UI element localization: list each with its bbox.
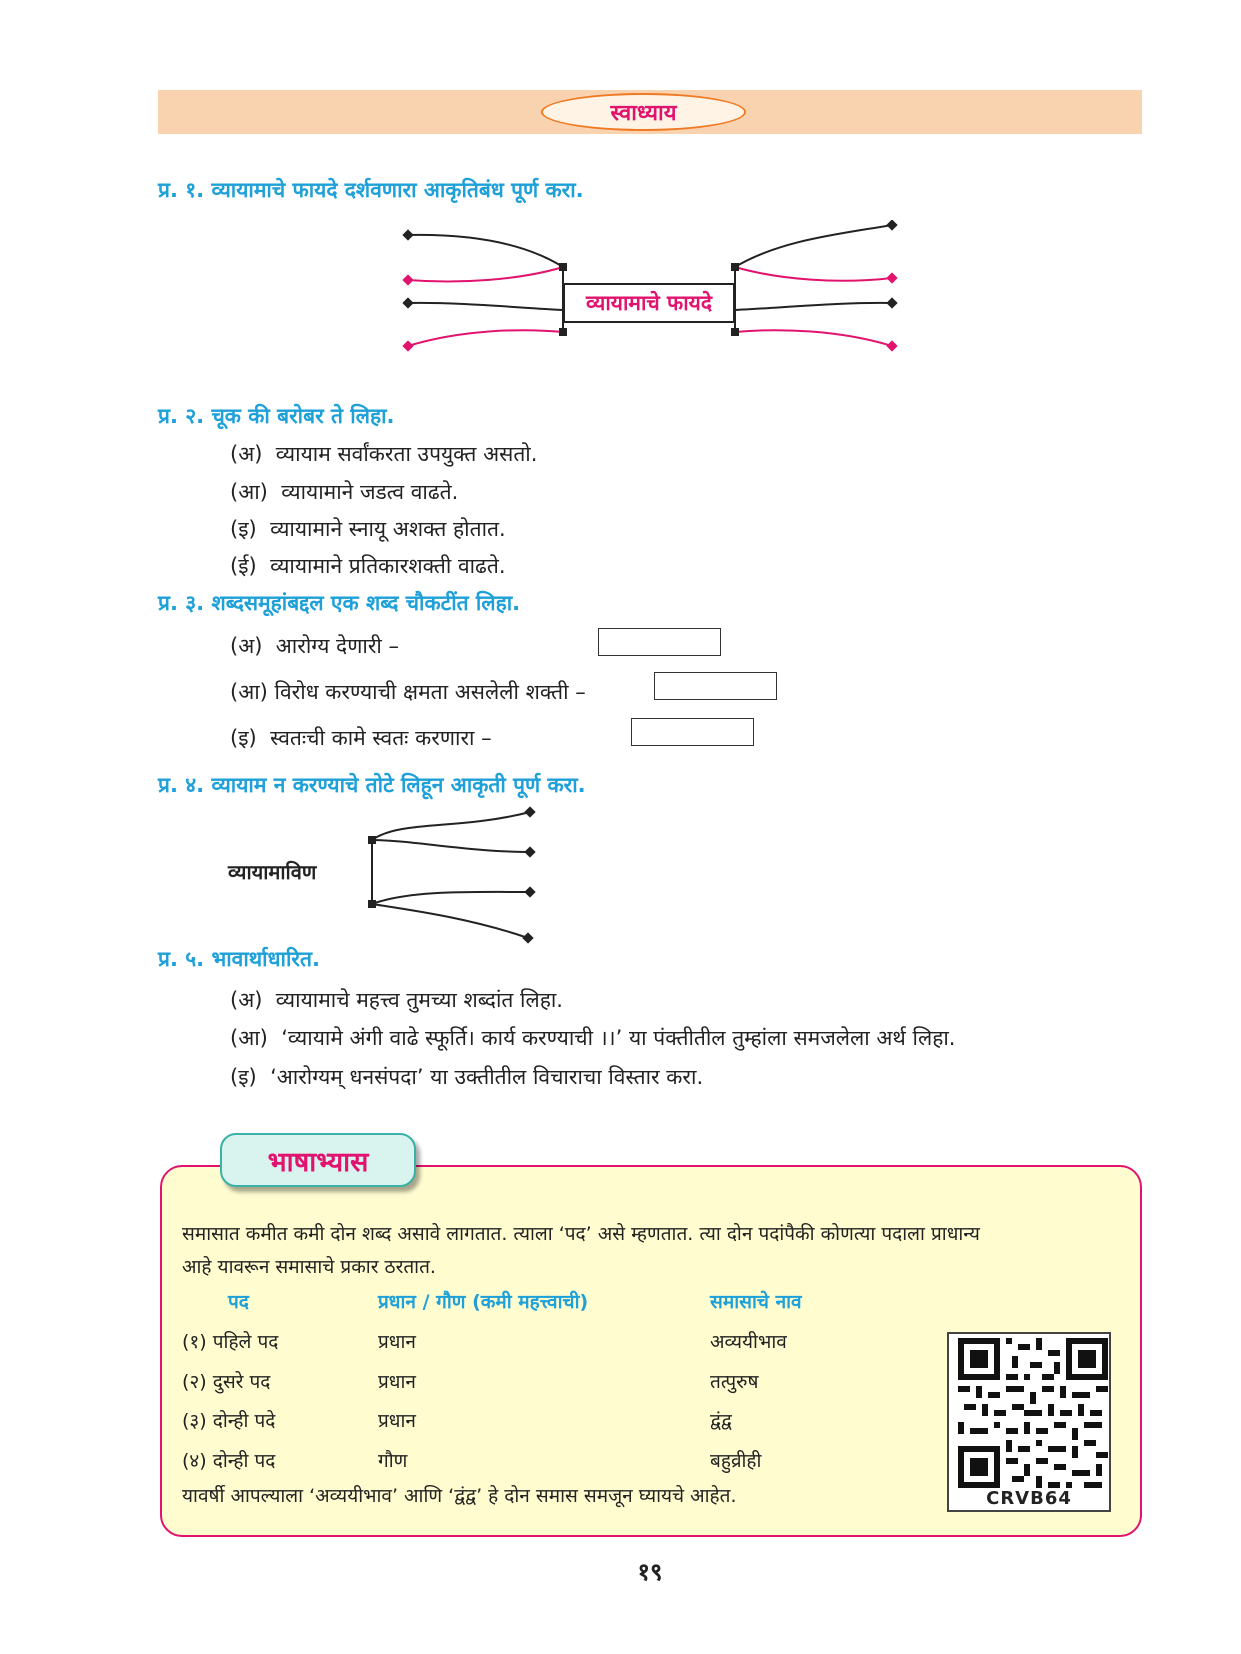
branch-line (735, 225, 892, 267)
table-cell: गौण (378, 1450, 408, 1472)
answer-box[interactable] (598, 628, 721, 656)
question-4-title: प्र. ४. व्यायाम न करण्याचे तोटे लिहून आकृती पूर्ण करा. (158, 773, 586, 797)
table-header-pad: पद (228, 1291, 249, 1313)
q2-item: (आ) व्यायामाने जडत्व वाढते. (230, 480, 459, 504)
qr-code-label: CRVB64 (986, 1488, 1072, 1509)
question-5-title: प्र. ५. भावार्थाधारित. (158, 947, 320, 971)
table-cell: तत्पुरुष (710, 1371, 759, 1393)
q2-item: (इ) व्यायामाने स्नायू अशक्त होतात. (230, 517, 506, 541)
page-number: १९ (637, 1558, 663, 1586)
bhashabhyas-intro: आहे यावरून समासाचे प्रकार ठरतात. (182, 1256, 436, 1278)
qr-code[interactable] (947, 1332, 1111, 1512)
table-cell: (२) दुसरे पद (182, 1371, 271, 1393)
answer-box[interactable] (654, 672, 777, 700)
q3-item: (अ) आरोग्य देणारी – (230, 634, 400, 658)
bhashabhyas-title: भाषाभ्यास (220, 1133, 416, 1187)
table-cell: (१) पहिले पद (182, 1331, 279, 1353)
answer-box[interactable] (631, 718, 754, 746)
branch-line (735, 267, 892, 281)
q5-item: (आ) ‘व्यायामे अंगी वाढे स्फूर्ति। कार्य करण्याची ।।’ या पंक्तीतील तुम्हांला समजलेला अर्थ लिहा. (230, 1026, 956, 1050)
branch-line (408, 267, 563, 281)
diagram-label: व्यायामाविण (228, 860, 317, 884)
table-header-pradhan: प्रधान / गौण (कमी महत्त्वाची) (378, 1291, 589, 1313)
branch-line (408, 235, 563, 267)
table-cell: (३) दोन्ही पदे (182, 1410, 276, 1432)
table-cell: प्रधान (378, 1371, 416, 1393)
bhashabhyas-closing: यावर्षी आपल्याला ‘अव्ययीभाव’ आणि ‘द्वंद्व’ हे दोन समास समजून घ्यायचे आहेत. (182, 1485, 737, 1507)
question-2-title: प्र. २. चूक की बरोबर ते लिहा. (158, 404, 395, 428)
table-cell: प्रधान (378, 1410, 416, 1432)
q5-item: (इ) ‘आरोग्यम् धनसंपदा’ या उक्तीतील विचाराचा विस्तार करा. (230, 1065, 704, 1089)
table-cell: बहुव्रीही (710, 1450, 762, 1472)
question-1-title: प्र. १. व्यायामाचे फायदे दर्शवणारा आकृतिबंध पूर्ण करा. (158, 178, 584, 202)
q3-item: (इ) स्वतःची कामे स्वतः करणारा – (230, 726, 492, 750)
q2-item: (ई) व्यायामाने प्रतिकारशक्ती वाढते. (230, 554, 506, 578)
table-cell: द्वंद्व (710, 1410, 732, 1432)
drawbacks-diagram (360, 800, 540, 950)
table-cell: अव्ययीभाव (710, 1331, 787, 1353)
qr-pattern-icon (953, 1338, 1113, 1488)
bhashabhyas-intro: समासात कमीत कमी दोन शब्द असावे लागतात. त्याला ‘पद’ असे म्हणतात. त्या दोन पदांपैकी कोणत्या पदाला प्राधान्य (182, 1223, 980, 1245)
q5-item: (अ) व्यायामाचे महत्त्व तुमच्या शब्दांत लिहा. (230, 988, 563, 1012)
q2-item: (अ) व्यायाम सर्वांकरता उपयुक्त असतो. (230, 442, 538, 466)
diagram-center-box: व्यायामाचे फायदे (563, 283, 735, 323)
table-header-samas: समासाचे नाव (710, 1291, 802, 1313)
branch-line (408, 303, 563, 310)
table-cell: प्रधान (378, 1331, 416, 1353)
branch-line (408, 330, 563, 346)
q3-item: (आ) विरोध करण्याची क्षमता असलेली शक्ती – (230, 680, 586, 704)
branch-line (735, 330, 892, 346)
question-3-title: प्र. ३. शब्दसमूहांबद्दल एक शब्द चौकटींत लिहा. (158, 591, 521, 615)
section-title-swadhyay: स्वाध्याय (541, 93, 746, 131)
branch-line (735, 303, 892, 310)
table-cell: (४) दोन्ही पद (182, 1450, 276, 1472)
